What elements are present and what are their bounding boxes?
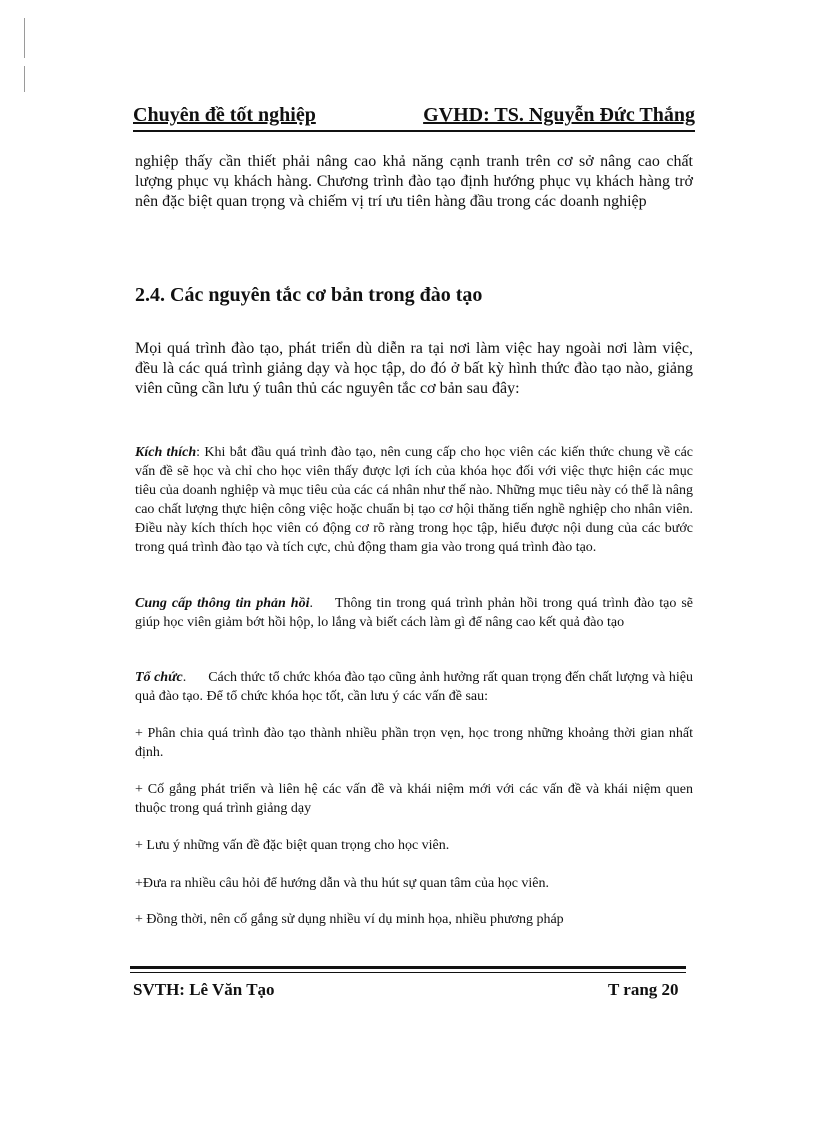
footer-rule <box>130 972 686 973</box>
bullet-item: +Đưa ra nhiều câu hỏi để hướng dẫn và thu hút sự quan tâm của học viên. <box>135 876 550 891</box>
footer-rule <box>130 966 686 969</box>
scan-edge-mark <box>24 66 25 92</box>
principle-label: Cung cấp thông tin phản hồi <box>135 596 310 611</box>
principle-feedback <box>135 594 693 632</box>
bullet-item: + Cố gắng phát triển và liên hệ các vấn đề và khái niệm mới với các vấn đề và khái niệm quen thuộc trong quá trình giảng dạy <box>135 782 693 816</box>
page-header <box>133 100 695 132</box>
header-advisor: GVHD: TS. Nguyễn Đức Thắng <box>423 104 695 126</box>
bullet-item: + Đồng thời, nên cố gắng sử dụng nhiều ví dụ minh họa, nhiều phương pháp <box>135 912 564 927</box>
section-heading: 2.4. Các nguyên tắc cơ bản trong đào tạo <box>135 284 483 306</box>
principle-separator: : <box>196 445 205 460</box>
principle-label: Kích thích <box>135 445 197 460</box>
footer-author: SVTH: Lê Văn Tạo <box>133 980 275 999</box>
principle-text: Thông tin trong quá trình phản hồi trong quá trình đào tạo sẽ giúp học viên giảm bớt hồi hộp, lo lắng và biết cách làm gì để nâng cao kết quả đào tạo <box>135 596 693 630</box>
principle-separator: . <box>309 596 313 611</box>
principle-organization <box>135 668 693 706</box>
intro-paragraph: nghiệp thấy cần thiết phải nâng cao khả năng cạnh tranh trên cơ sở nâng cao chất lượng phục vụ khách hàng. Chương trình đào tạo định hướng phục vụ khách hàng trở nên đặc biệt quan trọng và chiếm vị trí ưu tiên hàng đầu trong các doanh nghiệp <box>135 153 693 210</box>
scan-edge-mark <box>24 18 25 58</box>
page-number: T rang 20 <box>608 980 679 999</box>
bullet-item: + Lưu ý những vấn đề đặc biệt quan trọng cho học viên. <box>135 838 450 853</box>
principle-separator: . <box>182 670 187 685</box>
principle-label: Tổ chức <box>135 670 183 685</box>
principle-text: Cách thức tổ chức khóa đào tạo cũng ảnh hưởng rất quan trọng đến chất lượng và hiệu quả đào tạo. Để tổ chức khóa học tốt, cần lưu ý các vấn đề sau: <box>135 670 693 704</box>
principle-motivation <box>135 443 693 557</box>
header-title: Chuyên đề tốt nghiệp <box>133 104 316 126</box>
bullet-item: + Phân chia quá trình đào tạo thành nhiều phần trọn vẹn, học trong những khoảng thời gian nhất định. <box>135 726 693 760</box>
section-intro-paragraph: Mọi quá trình đào tạo, phát triển dù diễn ra tại nơi làm việc hay ngoài nơi làm việc, đều là các quá trình giảng dạy và học tập, do đó ở bất kỳ hình thức đào tạo nào, giảng viên cũng cần lưu ý tuân thủ các nguyên tắc cơ bản sau đây: <box>135 340 693 397</box>
principle-text: Khi bắt đầu quá trình đào tạo, nên cung cấp cho học viên các kiến thức chung về các vấn đề sẽ học và chỉ cho học viên thấy được lợi ích của khóa học đối với việc thực hiện các mục tiêu của doanh nghiệp và mục tiêu của các cá nhân như thế nào. Những mục tiêu này có thể là nâng cao chất lượng thực hiện công việc hoặc chuẩn bị tạo cơ hội thăng tiến nghề nghiệp cho nhân viên. Điều này kích thích học viên có động cơ rõ ràng trong học tập, hiểu được nội dung của các bước trong quá trình đào tạo và tích cực, chủ động tham gia vào trong quá trình đào tạo. <box>135 445 694 555</box>
